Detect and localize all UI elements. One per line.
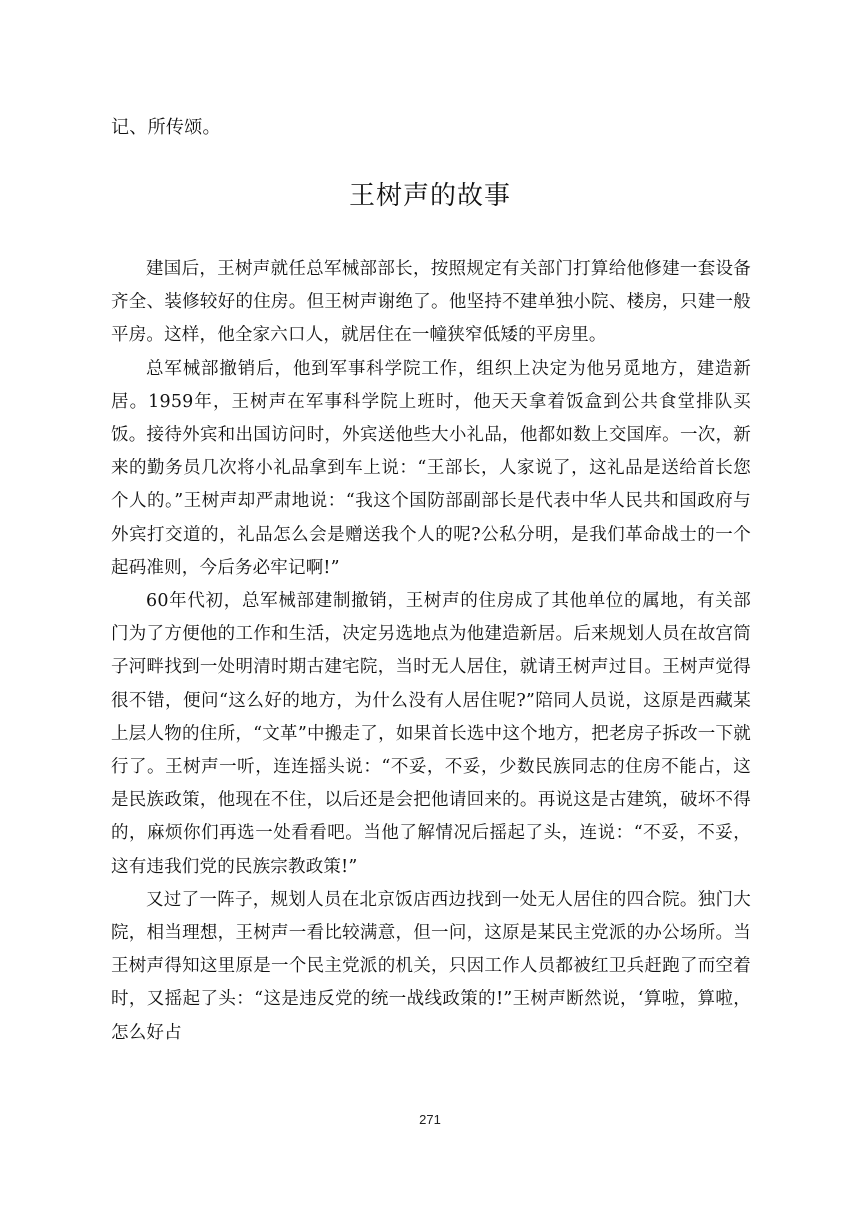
paragraph: 建国后，王树声就任总军械部部长，按照规定有关部门打算给他修建一套设备齐全、装修较好的住房。但王树声谢绝了。他坚持不建单独小院、楼房，只建一般平房。这样，他全家六口人，就居住在一幢狭窄低矮的平房里。 bbox=[111, 259, 751, 346]
article-body bbox=[111, 253, 751, 1050]
section-title: 王树声的故事 bbox=[348, 181, 511, 211]
continued-text-line: 记、所传颂。 bbox=[111, 117, 221, 138]
page-number: 271 bbox=[419, 1112, 441, 1127]
paragraph: 60年代初，总军械部建制撤销，王树声的住房成了其他单位的属地，有关部门为了方便他的工作和生活，决定另选地点为他建造新居。后来规划人员在故宫筒子河畔找到一处明清时期古建宅院，当时无人居住，就请王树声过目。王树声觉得很不错，便问“这么好的地方，为什么没有人居住呢?”陪同人员说，这原是西藏某上层人物的住所，“文革”中搬走了，如果首长选中这个地方，把老房子拆改一下就行了。王树声一听，连连摇头说：“不妥，不妥，少数民族同志的住房不能占，这是民族政策，他现在不住，以后还是会把他请回来的。再说这是古建筑，破坏不得的，麻烦你们再选一处看看吧。当他了解情况后摇起了头，连说：“不妥，不妥，这有违我们党的民族宗教政策!” bbox=[111, 591, 751, 877]
paragraph: 总军械部撤销后，他到军事科学院工作，组织上决定为他另觅地方，建造新居。1959年，王树声在军事科学院上班时，他天天拿着饭盒到公共食堂排队买饭。接待外宾和出国访问时，外宾送他些大小礼品，他都如数上交国库。一次，新来的勤务员几次将小礼品拿到车上说：“王部长，人家说了，这礼品是送给首长您个人的。”王树声却严肃地说：“我这个国防部副部长是代表中华人民共和国政府与外宾打交道的，礼品怎么会是赠送我个人的呢?公私分明，是我们革命战士的一个起码准则，今后务必牢记啊!” bbox=[111, 358, 751, 578]
paragraph: 又过了一阵子，规划人员在北京饭店西边找到一处无人居住的四合院。独门大院，相当理想，王树声一看比较满意，但一问，这原是某民主党派的办公场所。当王树声得知这里原是一个民主党派的机关，只因工作人员都被红卫兵赶跑了而空着时，又摇起了头：“这是违反党的统一战线政策的!”王树声断然说，‘算啦，算啦，怎么好占 bbox=[111, 889, 751, 1043]
